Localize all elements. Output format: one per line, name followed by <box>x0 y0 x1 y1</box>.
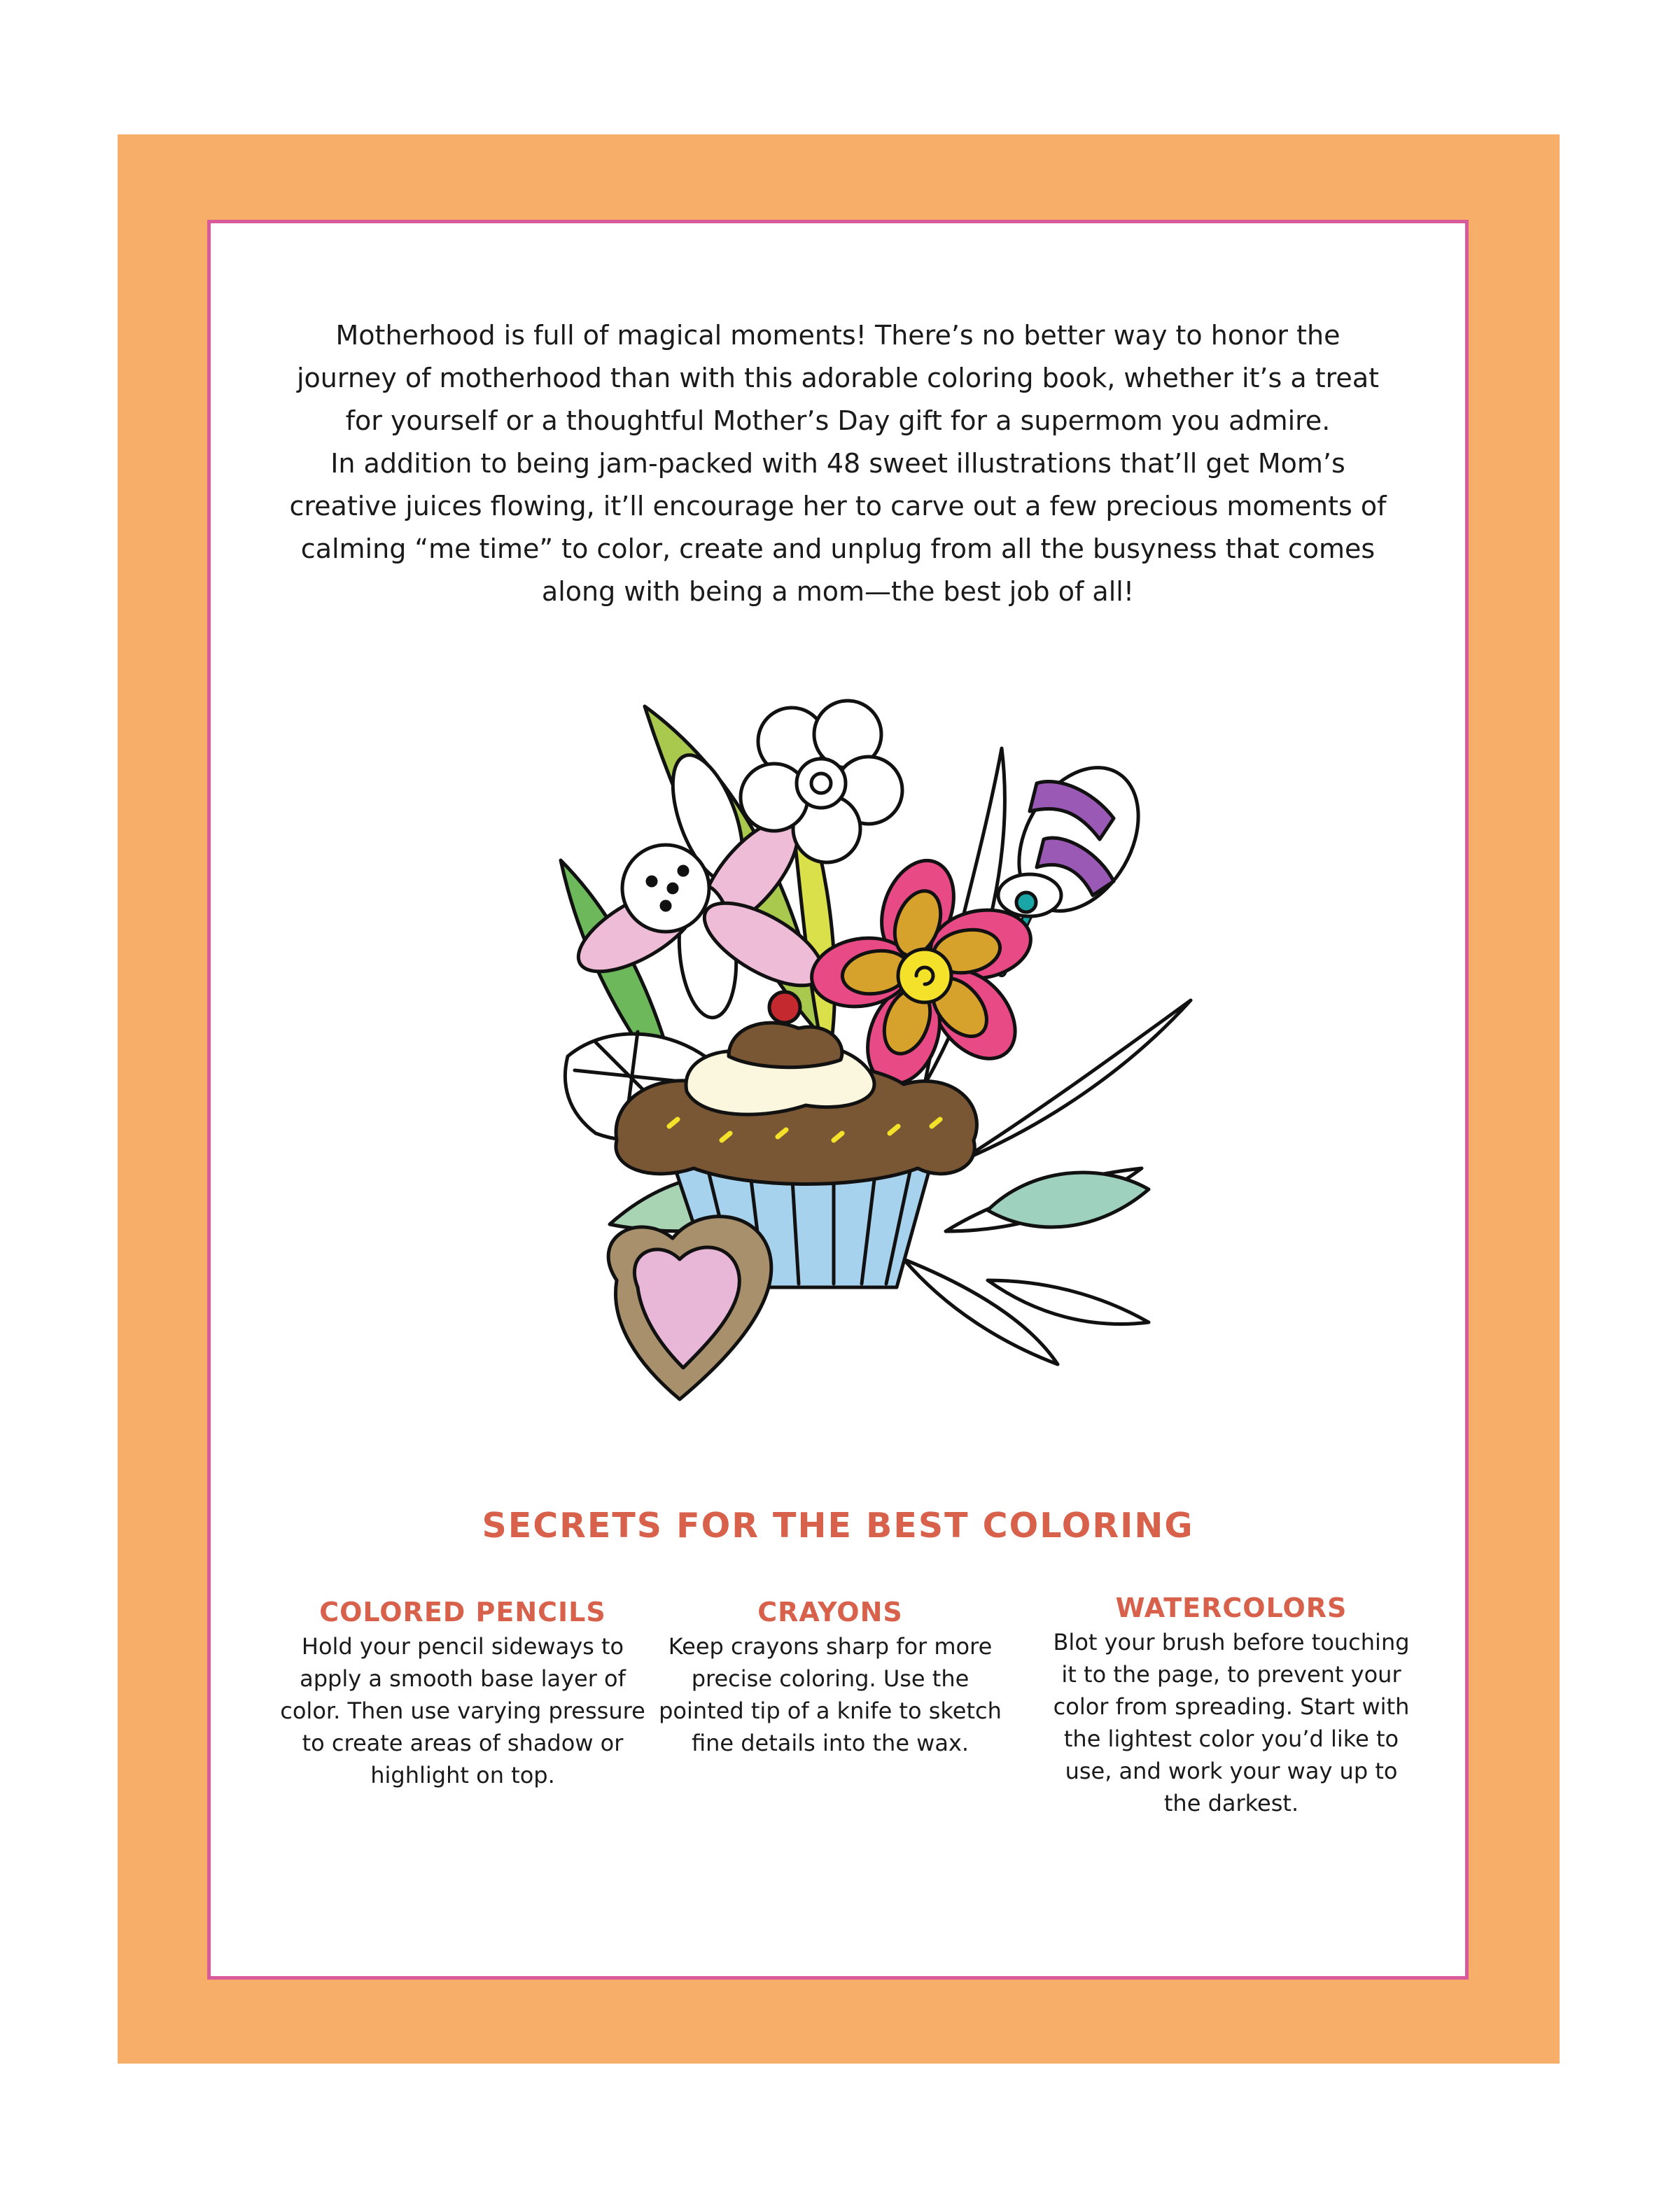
intro-paragraph <box>246 314 1430 613</box>
tip-line: Hold your pencil sideways to <box>301 1633 624 1660</box>
tip-line: Blot your brush before touching <box>1053 1629 1410 1656</box>
secrets-title: SECRETS FOR THE BEST COLORING <box>482 1506 1194 1546</box>
tip-line: Keep crayons sharp for more <box>668 1633 993 1660</box>
tip-line: to create areas of shadow or <box>302 1730 624 1756</box>
tip-line: the lightest color you’d like to <box>1063 1726 1399 1752</box>
tip-line: use, and work your way up to <box>1065 1758 1398 1784</box>
tip-line: fine details into the wax. <box>691 1730 969 1756</box>
tip-line: color. Then use varying pressure <box>280 1698 645 1724</box>
heart <box>608 1217 771 1399</box>
tip-colored-pencils <box>267 1597 659 1791</box>
tip-watercolors <box>1035 1592 1427 1819</box>
tip-line: the darkest. <box>1163 1790 1299 1816</box>
content-panel <box>207 220 1469 1980</box>
intro-line: In addition to being jam-packed with 48 sweet illustrations that’ll get Mom’s <box>330 448 1345 479</box>
tip-line: precise coloring. Use the <box>691 1665 969 1692</box>
outline-leaf <box>904 1259 1058 1364</box>
flower-cupcake-illustration <box>498 678 1282 1462</box>
tip-text <box>1035 1626 1427 1819</box>
tip-text <box>267 1630 659 1791</box>
intro-line: calming “me time” to color, create and unplug from all the busyness that comes <box>300 533 1376 564</box>
tip-line: highlight on top. <box>370 1762 555 1788</box>
tip-crayons <box>634 1597 1026 1759</box>
tip-line: it to the page, to prevent your <box>1061 1661 1401 1688</box>
tip-heading: CRAYONS <box>757 1597 903 1628</box>
teal-leaf <box>988 1172 1149 1227</box>
tip-text <box>634 1630 1026 1759</box>
intro-line: Motherhood is full of magical moments! There’s no better way to honor the <box>335 320 1340 351</box>
tip-line: apply a smooth base layer of <box>300 1665 626 1692</box>
tip-line: color from spreading. Start with <box>1053 1693 1410 1720</box>
intro-line: journey of motherhood than with this adorable coloring book, whether it’s a treat <box>296 363 1380 393</box>
tip-line: pointed tip of a knife to sketch <box>659 1698 1002 1724</box>
intro-line: along with being a mom—the best job of all! <box>541 576 1135 607</box>
intro-line: creative juices flowing, it’ll encourage her to carve out a few precious moments of <box>289 491 1387 522</box>
intro-line: for yourself or a thoughtful Mother’s Day gift for a supermom you admire. <box>345 405 1331 436</box>
tip-heading: COLORED PENCILS <box>319 1597 606 1628</box>
tip-heading: WATERCOLORS <box>1115 1592 1348 1623</box>
